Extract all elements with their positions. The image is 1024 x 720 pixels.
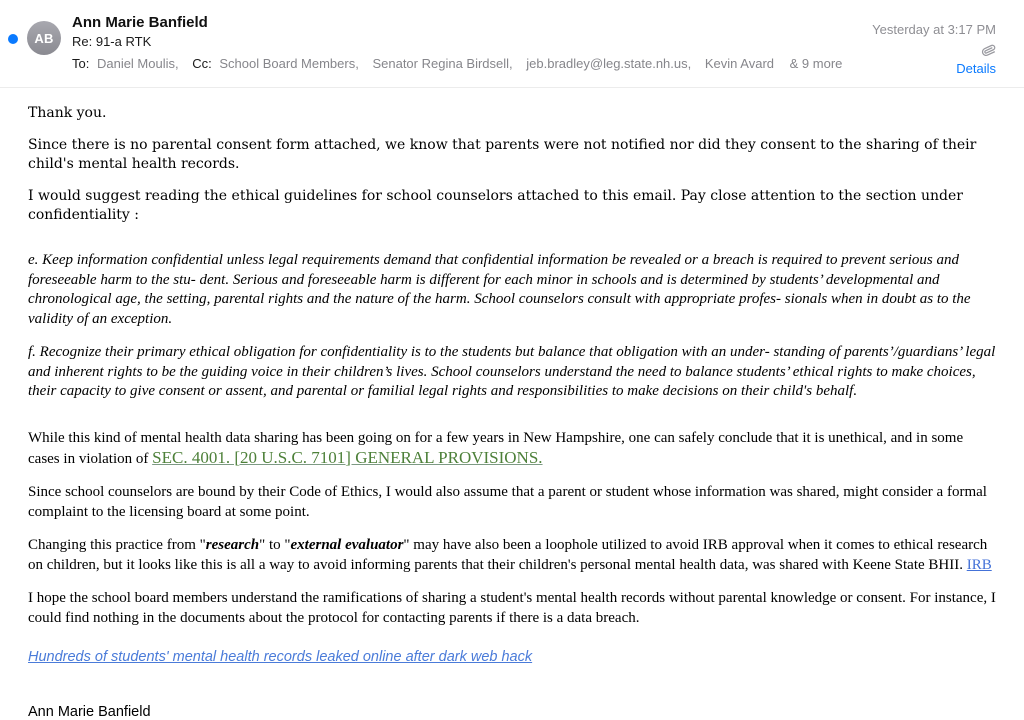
text-segment: " may have also been a loophole utilized to avoid IRB approval when it comes to ethical research on children, but it looks like this is all a way to avoid informing parents that their children's personal mental health data, was shared with Keene State BHII. <box>28 536 988 573</box>
sec-4001-law-link[interactable]: SEC. 4001. [20 U.S.C. 7101] GENERAL PROVISIONS. <box>152 447 543 467</box>
message-body <box>0 88 1024 720</box>
paragraph-consent: Since there is no parental consent form attached, we know that parents were not notified nor did they consent to the sharing of their child's mental health records. <box>28 137 977 172</box>
text-segment: external evaluator <box>290 536 404 553</box>
recipients-line <box>72 55 926 72</box>
unread-indicator-dot <box>8 34 18 44</box>
paragraph-changing-practice <box>28 535 996 575</box>
text-segment: " to " <box>259 536 291 553</box>
sender-name[interactable]: Ann Marie Banfield <box>72 14 208 31</box>
irb-link[interactable]: IRB <box>966 556 992 573</box>
paragraph-violation <box>28 428 996 469</box>
paperclip-icon <box>872 43 996 58</box>
recipient-school-board-members[interactable]: School Board Members, <box>219 56 359 71</box>
subject-line: Re: 91-a RTK <box>72 34 152 49</box>
recipient-senator-regina-birdsell[interactable]: Senator Regina Birdsell, <box>372 56 513 71</box>
recipient-daniel-moulis[interactable]: Daniel Moulis, <box>96 56 179 71</box>
recipient-kevin-avard[interactable]: Kevin Avard <box>704 56 775 71</box>
article-link[interactable]: Hundreds of students' mental health records leaked online after dark web hack <box>28 648 533 665</box>
text-segment: Changing this practice from " <box>28 536 206 553</box>
sender-avatar: AB <box>27 21 61 55</box>
signature: Ann Marie Banfield <box>28 703 151 720</box>
paragraph-counselors: Since school counselors are bound by their Code of Ethics, I would also assume that a parent or student whose information was shared, might consider a formal complaint to the licensing board at some point. <box>28 483 987 520</box>
message-header <box>0 0 1024 88</box>
ethics-quote-f: f. Recognize their primary ethical obligation for confidentiality is to the students but balance that obligation with an under- standing of parents’/guardians’ legal and inherent rights to be the guiding voice in their children’s lives. School counselors understand the need to balance students’ ethical rights to make choices, their capacity to give consent or assent, and parental or familial legal rights and responsibilities to make decisions on their child's behalf. <box>28 344 996 399</box>
timestamp: Yesterday at 3:17 PM <box>872 22 996 37</box>
recipient-jeb-bradley[interactable]: jeb.bradley@leg.state.nh.us, <box>526 56 692 71</box>
paragraph-suggest: I would suggest reading the ethical guidelines for school counselors attached to this email. Pay close attention to the section under confidentiality : <box>28 188 963 223</box>
paragraph-thanks: Thank you. <box>28 105 107 121</box>
paragraph-violation-text: While this kind of mental health data sharing has been going on for a few years in New Hampshire, one can safely conclude that it is unethical, and in some cases in violation of <box>28 429 964 467</box>
text-segment: research <box>205 536 260 553</box>
more-recipients[interactable]: & 9 more <box>789 56 843 71</box>
to-label: To: <box>72 56 90 71</box>
paragraph-hope: I hope the school board members understand the ramifications of sharing a student's mental health records without parental knowledge or consent. For instance, I could find nothing in the documents about the protocol for contacting parents if there is a data breach. <box>28 589 996 626</box>
ethics-quote-e: e. Keep information confidential unless legal requirements demand that confidential information be revealed or a breach is required to prevent serious and foreseeable harm to the stu- dent. Serious and foreseeable harm is different for each minor in schools and is determined by students’ developmental and chronological age, the setting, parental rights and the nature of the harm. School counselors consult with appropriate profes- sionals when in doubt as to the validity of an exception. <box>28 252 971 327</box>
details-button[interactable]: Details <box>956 61 996 76</box>
cc-label: Cc: <box>192 56 212 71</box>
